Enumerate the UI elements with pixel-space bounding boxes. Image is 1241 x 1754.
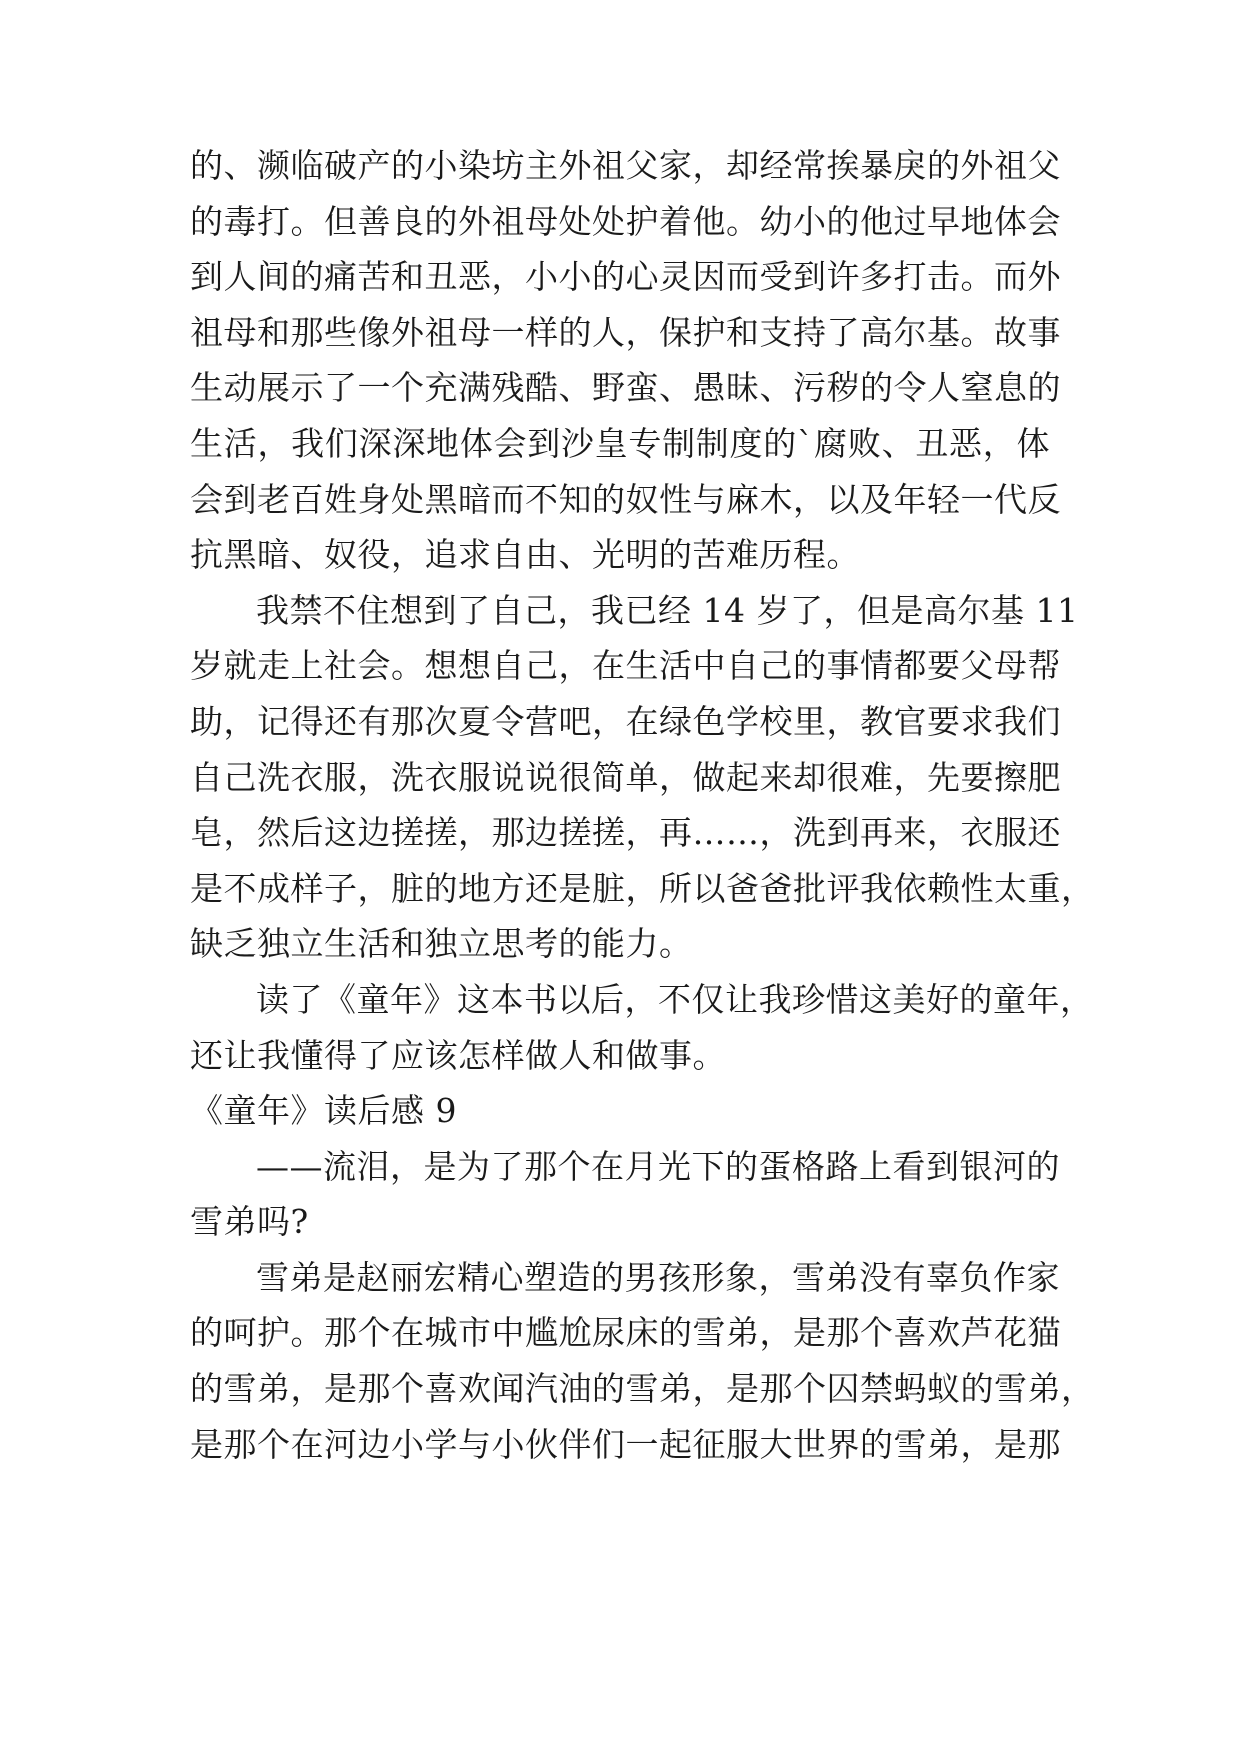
text-line: 祖母和那些像外祖母一样的人，保护和支持了高尔基。故事: [190, 312, 1061, 352]
text-line: 生活，我们深深地体会到沙皇专制制度的`腐败、丑恶，体: [190, 423, 1050, 463]
text-line: 是那个在河边小学与小伙伴们一起征服大世界的雪弟，是那: [190, 1424, 1061, 1464]
text-line: 助，记得还有那次夏令营吧，在绿色学校里，教官要求我们: [190, 701, 1061, 741]
text-line: 雪弟是赵丽宏精心塑造的男孩形象，雪弟没有辜负作家: [256, 1257, 1060, 1297]
text-line: 到人间的痛苦和丑恶，小小的心灵因而受到许多打击。而外: [190, 257, 1061, 297]
text-line: 的雪弟，是那个喜欢闻汽油的雪弟，是那个囚禁蚂蚁的雪弟，: [190, 1369, 1095, 1409]
text-line: 我禁不住想到了自己，我已经 14 岁了，但是高尔基 11: [256, 590, 1079, 630]
text-line: 生动展示了一个充满残酷、野蛮、愚昧、污秽的令人窒息的: [190, 368, 1061, 408]
text-line: 自己洗衣服，洗衣服说说很简单，做起来却很难，先要擦肥: [190, 757, 1061, 797]
text-line: 还让我懂得了应该怎样做人和做事。: [190, 1035, 726, 1075]
text-line: 是不成样子，脏的地方还是脏，所以爸爸批评我依赖性太重，: [190, 868, 1095, 908]
text-line: 会到老百姓身处黑暗而不知的奴性与麻木，以及年轻一代反: [190, 479, 1061, 519]
text-line: 岁就走上社会。想想自己，在生活中自己的事情都要父母帮: [190, 646, 1061, 686]
text-line: 缺乏独立生活和独立思考的能力。: [190, 924, 693, 964]
text-line: 雪弟吗?: [190, 1202, 309, 1242]
text-line: 的、濒临破产的小染坊主外祖父家，却经常挨暴戾的外祖父: [190, 146, 1061, 185]
text-line: 的毒打。但善良的外祖母处处护着他。幼小的他过早地体会: [190, 201, 1061, 241]
text-line: 读了《童年》这本书以后，不仅让我珍惜这美好的童年，: [256, 979, 1094, 1019]
section-heading: 《童年》读后感 9: [190, 1091, 457, 1131]
text-line: 皂，然后这边搓搓，那边搓搓，再……，洗到再来，衣服还: [190, 813, 1061, 853]
text-line: 的呵护。那个在城市中尴尬尿床的雪弟，是那个喜欢芦花猫: [190, 1313, 1061, 1353]
text-line: ——流泪，是为了那个在月光下的蛋格路上看到银河的: [256, 1146, 1060, 1186]
text-line: 抗黑暗、奴役，追求自由、光明的苦难历程。: [190, 535, 860, 575]
document-body: [190, 138, 1095, 1472]
